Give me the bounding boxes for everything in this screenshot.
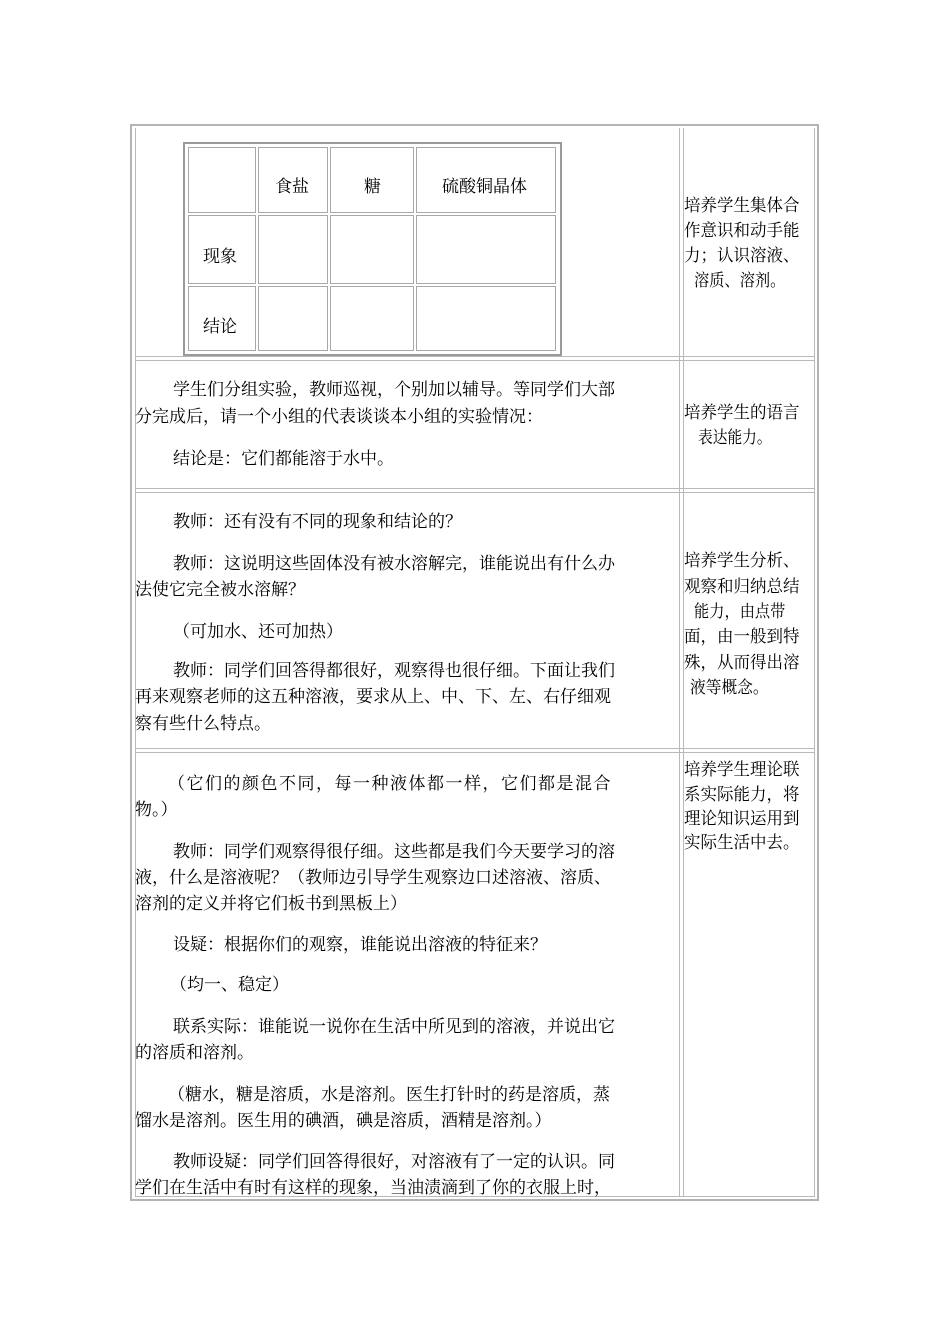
objective-text: 培养学生理论联 (684, 760, 800, 780)
paragraph-line: 教师：同学们观察得很仔细。这些都是我们今天要学习的溶 (173, 842, 615, 862)
paragraph-line: 结论是：它们都能溶于水中。 (173, 449, 394, 469)
table-cell (258, 286, 328, 351)
table-cell (330, 286, 414, 351)
paragraph-line: 溶剂的定义并将它们板书到黑板上） (135, 894, 407, 914)
row-divider (135, 492, 815, 493)
table-cell (416, 215, 556, 284)
paragraph-line: 教师：这说明这些固体没有被水溶解完，谁能说出有什么办 (173, 554, 615, 574)
objective-text: 液等概念。 (690, 678, 769, 698)
row-divider (135, 752, 815, 753)
table-row-label: 现象 (188, 215, 256, 284)
table-cell (330, 215, 414, 284)
objective-text: 系实际能力，将 (684, 785, 800, 805)
objective-text: 面，由一般到特 (684, 627, 800, 647)
column-divider (679, 128, 680, 1197)
paragraph-line: 分完成后，请一个小组的代表谈谈本小组的实验情况： (135, 407, 543, 427)
header-sugar: 糖 (364, 177, 381, 197)
paragraph-line: 教师设疑：同学们回答得很好，对溶液有了一定的认识。同 (173, 1152, 615, 1172)
paragraph-line: （它们的颜色不同，每一种液体都一样，它们都是混合 (168, 774, 612, 794)
objective-text: 溶质、溶剂。 (694, 271, 786, 291)
objective-text: 理论知识运用到 (684, 809, 800, 829)
paragraph-line: 馏水是溶剂。医生用的碘酒，碘是溶质，酒精是溶剂。） (135, 1111, 552, 1131)
paragraph-line: 的溶质和溶剂。 (135, 1043, 254, 1063)
paragraph-line: 学们在生活中有时有这样的现象，当油渍滴到了你的衣服上时， (135, 1178, 611, 1198)
table-header-cell (188, 147, 256, 213)
paragraph-line: 教师：还有没有不同的现象和结论的？ (173, 512, 462, 532)
column-divider (814, 128, 815, 1197)
header-copper-sulfate: 硫酸铜晶体 (442, 177, 527, 197)
row-divider (135, 488, 815, 489)
objective-text: 培养学生集体合 (684, 196, 800, 216)
objective-text: 培养学生分析、 (684, 551, 800, 571)
objective-text: 培养学生的语言 (684, 403, 800, 423)
column-divider (135, 128, 136, 1197)
paragraph-line: 再来观察老师的这五种溶液，要求从上、中、下、左、右仔细观 (135, 687, 611, 707)
paragraph-line: 学生们分组实验，教师巡视，个别加以辅导。等同学们大部 (173, 380, 615, 400)
paragraph-line: 液，什么是溶液呢？（教师边引导学生观察边口述溶液、溶质、 (135, 868, 611, 888)
objective-text: 能力，由点带 (694, 602, 786, 622)
paragraph-line: 法使它完全被水溶解？ (135, 580, 305, 600)
objective-text: 实际生活中去。 (684, 833, 800, 853)
objective-text: 表达能力。 (698, 428, 772, 448)
table-header-cell (416, 147, 556, 213)
table-row-label: 结论 (188, 286, 256, 351)
row-divider (135, 360, 815, 361)
row-divider (135, 356, 815, 357)
paragraph-line: （均一、稳定） (170, 975, 289, 995)
paragraph-line: 察有些什么特点。 (135, 714, 271, 734)
objective-text: 观察和归纳总结 (684, 577, 800, 597)
table-cell (416, 286, 556, 351)
table-header-cell (258, 147, 328, 213)
table-header-cell (330, 147, 414, 213)
paragraph-line: 教师：同学们回答得都很好，观察得也很仔细。下面让我们 (173, 661, 615, 681)
paragraph-line: 设疑：根据你们的观察，谁能说出溶液的特征来？ (173, 935, 547, 955)
paragraph-line: 物。） (135, 800, 178, 820)
table-cell (258, 215, 328, 284)
paragraph-line: （可加水、还可加热） (173, 622, 343, 642)
paragraph-line: 联系实际：谁能说一说你在生活中所见到的溶液，并说出它 (173, 1017, 615, 1037)
paragraph-line: （糖水，糖是溶质，水是溶剂。医生打针时的药是溶质，蒸 (168, 1085, 610, 1105)
row-divider (135, 748, 815, 749)
objective-text: 作意识和动手能 (684, 221, 800, 241)
header-salt: 食盐 (275, 177, 309, 197)
objective-text: 力；认识溶液、 (684, 246, 800, 266)
objective-text: 殊，从而得出溶 (684, 653, 800, 673)
